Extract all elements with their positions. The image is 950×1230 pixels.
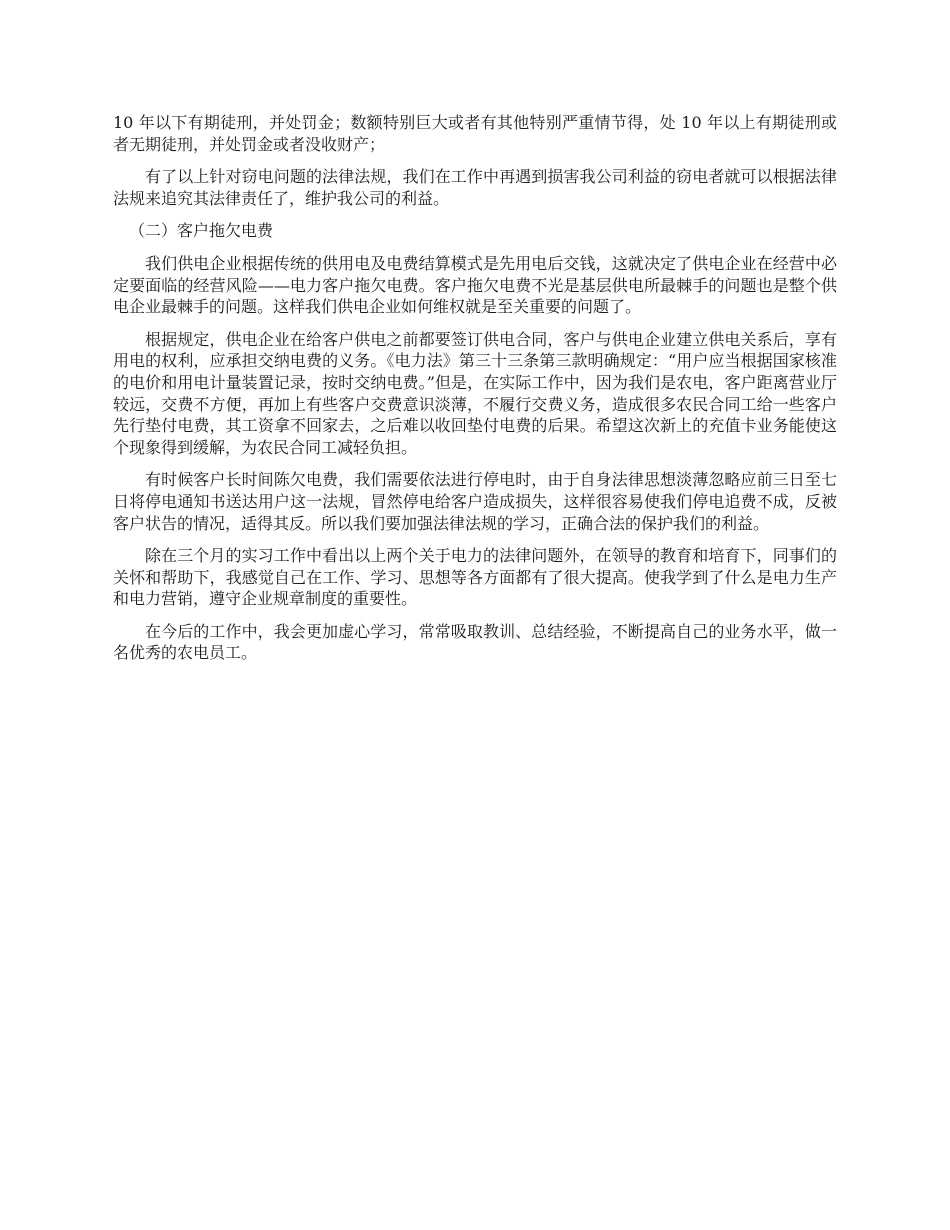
paragraph-contract-rules: 根据规定，供电企业在给客户供电之前都要签订供电合同，客户与供电企业建立供电关系后，享有用电的权利，应承担交纳电费的义务。《电力法》第三十三条第三款明确规定：“用户应当根据国家核准的电价和用电计量装置记录，按时交纳电费。”但是，在实际工作中，因为我们是农电，客户距离营业厅较远，交费不方便，再加上有些客户交费意识淡薄，不履行交费义务，造成很多农民合同工给一些客户先行垫付电费，其工资拿不回家去，之后难以收回垫付电费的后果。希望这次新上的充值卡业务能使这个现象得到缓解，为农民合同工减轻负担。 [113, 329, 837, 457]
paragraph-theft-law: 有了以上针对窃电问题的法律法规，我们在工作中再遇到损害我公司利益的窃电者就可以根据法律法规来追究其法律责任了，维护我公司的利益。 [113, 167, 837, 208]
document-page [113, 112, 837, 675]
paragraph-arrears-risk: 我们供电企业根据传统的供用电及电费结算模式是先用电后交钱，这就决定了供电企业在经营中必定要面临的经营风险——电力客户拖欠电费。客户拖欠电费不光是基层供电所最棘手的问题也是整个供电企业最棘手的问题。这样我们供电企业如何维权就是至关重要的问题了。 [113, 253, 837, 317]
paragraph-future-plans: 在今后的工作中，我会更加虚心学习，常常吸取教训、总结经验，不断提高自己的业务水平，做一名优秀的农电员工。 [113, 621, 837, 663]
paragraph-internship-summary: 除在三个月的实习工作中看出以上两个关于电力的法律问题外，在领导的教育和培育下，同事们的关怀和帮助下，我感觉自己在工作、学习、思想等各方面都有了很大提高。使我学到了什么是电力生产和电力营销，遵守企业规章制度的重要性。 [113, 546, 837, 609]
paragraph-power-cut: 有时候客户长时间陈欠电费，我们需要依法进行停电时，由于自身法律思想淡薄忽略应前三日至七日将停电通知书送达用户这一法规，冒然停电给客户造成损失，这样很容易使我们停电追费不成，反被客户状告的情况，适得其反。所以我们要加强法律法规的学习，正确合法的保护我们的利益。 [113, 470, 837, 533]
section-heading-arrears: （二）客户拖欠电费 [129, 221, 274, 241]
paragraph-penalty-continuation: 10 年以下有期徒刑，并处罚金；数额特别巨大或者有其他特别严重情节得，处 10 年以上有期徒刑或者无期徒刑，并处罚金或者没收财产； [113, 113, 837, 154]
